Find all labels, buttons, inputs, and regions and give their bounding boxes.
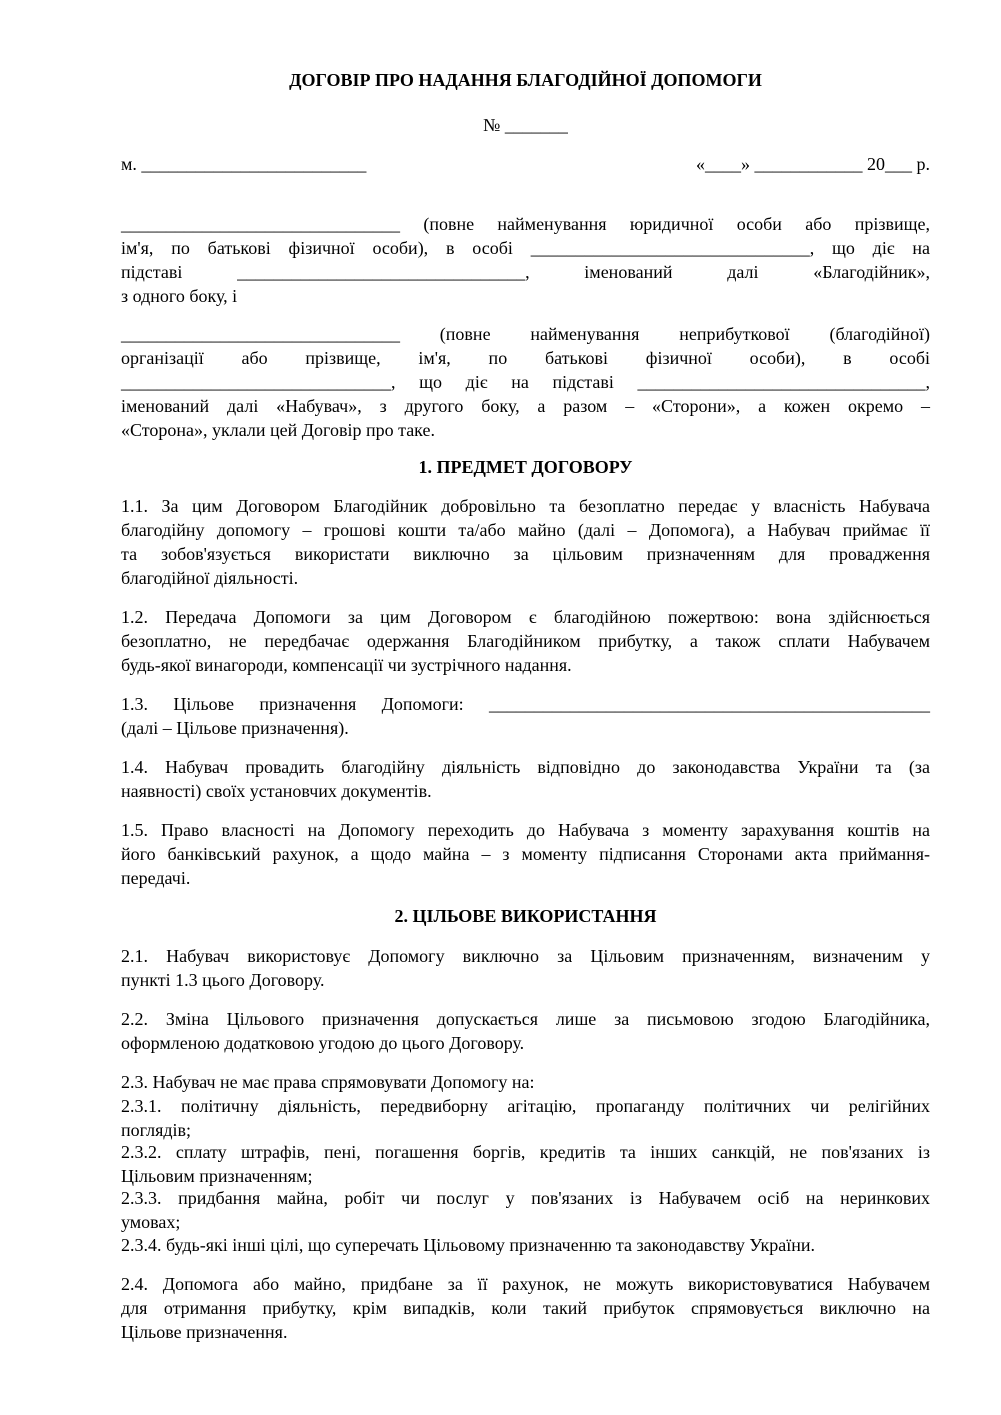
clause-line: 2.3.1. політичну діяльність, передвиборну агітацію, пропаганду політичних чи релігійних [121,1096,930,1116]
clause-line: 2.1. Набувач використовує Допомогу виключно за Цільовим призначенням, визначеним у [121,946,930,966]
clause-line: будь-якої винагороди, компенсації чи зустрічного надання. [121,655,572,675]
clause-line: Цільовим призначенням; [121,1166,313,1186]
intro-line: підставі ________________________________, іменований далі «Благодійник», [121,262,930,282]
intro-line: організації або прізвище, ім'я, по батькові фізичної особи), в особі [121,348,930,368]
clause-line: передачі. [121,868,191,888]
section-heading: 2. ЦІЛЬОВЕ ВИКОРИСТАННЯ [394,906,657,926]
clause-line: наявності) своїх установчих документів. [121,781,432,801]
clause-line: пункті 1.3 цього Договору. [121,970,325,990]
clause-line: 2.3.3. придбання майна, робіт чи послуг у пов'язаних із Набувачем осіб на неринкових [121,1188,930,1208]
clause-line: 1.1. За цим Договором Благодійник добровільно та безоплатно передає у власність Набувача [121,496,930,516]
intro-line: _______________________________ (повне найменування юридичної особи або прізвище, [121,214,930,234]
clause-line: (далі – Цільове призначення). [121,718,349,738]
clause-line: його банківський рахунок, а щодо майна – з моменту підписання Сторонами акта приймання- [121,844,930,864]
clause-line: та зобов'язується використати виключно за цільовим призначенням для провадження [121,544,930,564]
clause-line: 1.5. Право власності на Допомогу переходить до Набувача з моменту зарахування коштів на [121,820,930,840]
intro-line: «Сторона», уклали цей Договір про таке. [121,420,435,440]
clause-line: оформленою додатковою угодою до цього Договору. [121,1033,525,1053]
clause-line: умовах; [121,1212,181,1232]
clause-line: 2.4. Допомога або майно, придбане за її рахунок, не можуть використовуватися Набувачем [121,1274,930,1294]
intro-line: іменований далі «Набувач», з другого боку, а разом – «Сторони», а кожен окремо – [121,396,930,416]
clause-line: 1.3. Цільове призначення Допомоги: _________________________________________________ [121,694,930,714]
clause-line: 1.4. Набувач провадить благодійну діяльність відповідно до законодавства України та (за [121,757,930,777]
intro-line: з одного боку, і [121,286,238,306]
clause-line: для отримання прибутку, крім випадків, коли такий прибуток спрямовується виключно на [121,1298,930,1318]
intro-line: _______________________________ (повне найменування неприбуткової (благодійної) [121,324,930,344]
city-field: м. _________________________ [121,154,367,174]
clause-line: Цільове призначення. [121,1322,288,1342]
intro-line: ім'я, по батькові фізичної особи), в особі _______________________________, що діє на [121,238,930,258]
section-heading: 1. ПРЕДМЕТ ДОГОВОРУ [418,457,633,477]
date-field: «____» ____________ 20___ р. [696,154,930,174]
clause-line: 2.2. Зміна Цільового призначення допускається лише за письмовою згодою Благодійника, [121,1009,930,1029]
clause-line: благодійну допомогу – грошові кошти та/або майно (далі – Допомога), а Набувач приймає її [121,520,930,540]
contract-number: № _______ [483,115,568,135]
clause-line: 2.3.2. сплату штрафів, пені, погашення боргів, кредитів та інших санкцій, не пов'язаних із [121,1142,930,1162]
clause-line: безоплатно, не передбачає одержання Благодійником прибутку, а також сплати Набувачем [121,631,930,651]
clause-line: 2.3.4. будь-які інші цілі, що суперечать Цільовому призначенню та законодавству України. [121,1235,815,1255]
clause-line: 1.2. Передача Допомоги за цим Договором є благодійною пожертвою: вона здійснюється [121,607,930,627]
clause-line: благодійної діяльності. [121,568,299,588]
intro-line: ______________________________, що діє на підставі ________________________________, [121,372,930,392]
document-title: ДОГОВІР ПРО НАДАННЯ БЛАГОДІЙНОЇ ДОПОМОГИ [289,70,762,90]
clause-line: 2.3. Набувач не має права спрямовувати Допомогу на: [121,1072,535,1092]
clause-line: поглядів; [121,1120,192,1140]
